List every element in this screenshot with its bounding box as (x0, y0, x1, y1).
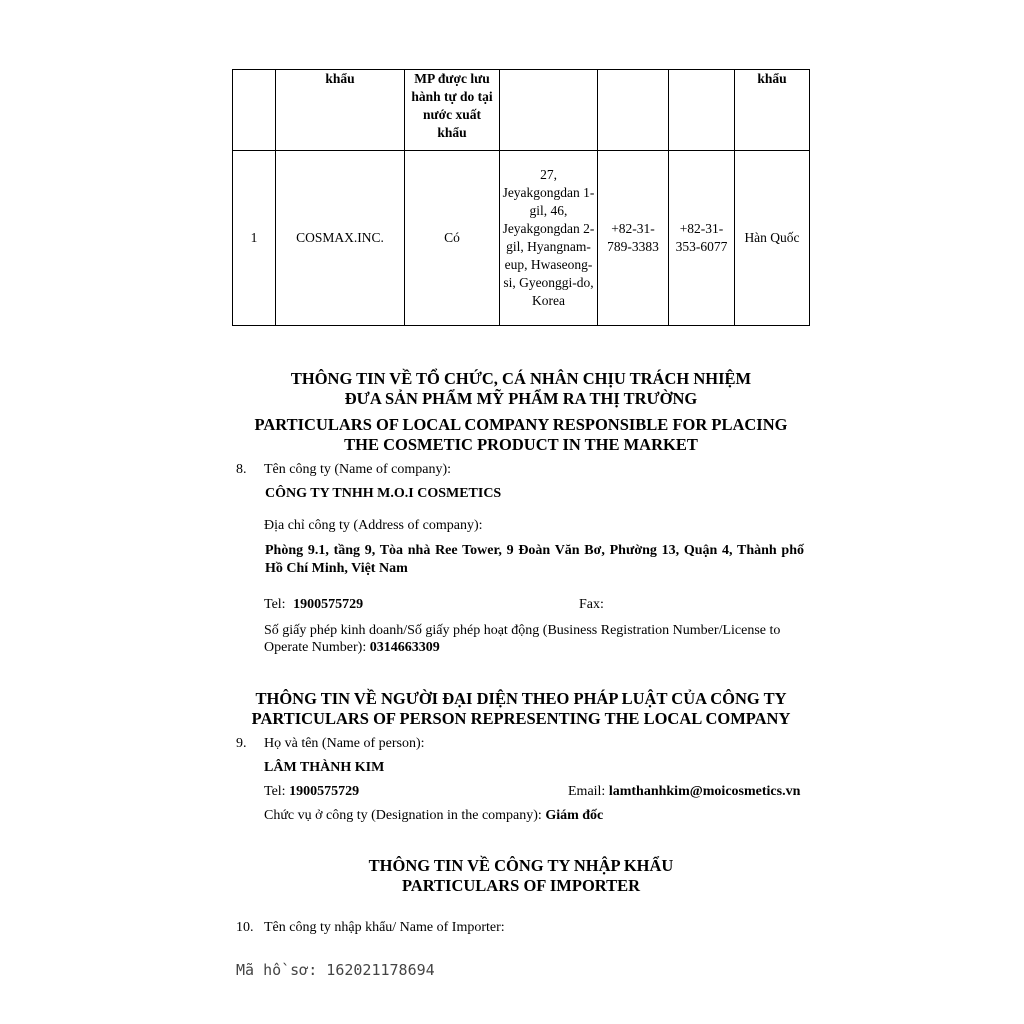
item-number-8: 8. (236, 462, 247, 477)
title-line: THÔNG TIN VỀ TỔ CHỨC, CÁ NHÂN CHỊU TRÁCH NHIỆM (290, 369, 752, 388)
tel-label: Tel: (264, 597, 286, 612)
email-label: Email: (568, 784, 606, 799)
cell-no: 1 (233, 151, 276, 326)
tel-value: 1900575729 (293, 597, 364, 612)
email-value: lamthanhkim@moicosmetics.vn (608, 784, 801, 799)
table-row (233, 151, 810, 326)
header-cell-free-sale: MP được lưu hành tự do tại nước xuất khẩu (405, 70, 500, 151)
local-tel (264, 597, 363, 613)
company-address-label: Địa chỉ công ty (Address of company): (264, 518, 483, 533)
section-rep-title (232, 689, 810, 729)
tel-label: Tel: (264, 784, 286, 799)
rep-tel (264, 784, 359, 800)
title-line: ĐƯA SẢN PHẨM MỸ PHẨM RA THỊ TRƯỜNG (344, 389, 698, 408)
section-local-title-en (232, 415, 810, 455)
title-line: THE COSMETIC PRODUCT IN THE MARKET (344, 435, 698, 454)
license-line (264, 622, 810, 656)
manufacturer-table (232, 69, 810, 326)
designation-line (264, 808, 603, 824)
item-number-10: 10. (236, 920, 254, 935)
designation-label: Chức vụ ở công ty (Designation in the company): (264, 808, 542, 823)
section-importer-title (232, 856, 810, 896)
cell-free-sale: Có (405, 151, 500, 326)
cell-manufacturer-name: COSMAX.INC. (276, 151, 405, 326)
item-number-9: 9. (236, 736, 247, 751)
cell-country: Hàn Quốc (735, 151, 810, 326)
title-line: THÔNG TIN VỀ CÔNG TY NHẬP KHẨU (368, 856, 674, 875)
license-value: 0314663309 (369, 640, 440, 655)
table-header-row (233, 70, 810, 151)
header-cell-fax (669, 70, 735, 151)
title-line: THÔNG TIN VỀ NGƯỜI ĐẠI DIỆN THEO PHÁP LUẬT CỦA CÔNG TY (255, 689, 787, 708)
cell-tel: +82-31-789-3383 (598, 151, 669, 326)
cell-fax: +82-31-353-6077 (669, 151, 735, 326)
company-name-value: CÔNG TY TNHH M.O.I COSMETICS (265, 486, 502, 501)
person-name-label: Họ và tên (Name of person): (264, 736, 425, 751)
section-local-title-vi (232, 369, 810, 409)
header-cell-address (500, 70, 598, 151)
company-address-value: Phòng 9.1, tầng 9, Tòa nhà Ree Tower, 9 Đoàn Văn Bơ, Phường 13, Quận 4, Thành phố Hồ Chí Minh, Việt Nam (265, 543, 804, 576)
header-cell-no (233, 70, 276, 151)
importer-name-label: Tên công ty nhập khẩu/ Name of Importer: (264, 920, 505, 935)
rep-email (568, 784, 800, 800)
license-label: Số giấy phép kinh doanh/Số giấy phép hoạt động (Business Registration Number/License to Operate Number): (264, 623, 781, 655)
header-cell-country: khẩu (735, 70, 810, 151)
person-name-value: LÂM THÀNH KIM (264, 760, 385, 775)
designation-value: Giám đốc (545, 808, 604, 823)
company-name-label: Tên công ty (Name of company): (264, 462, 451, 477)
fax-label: Fax: (579, 597, 604, 612)
header-cell-name: khẩu (276, 70, 405, 151)
title-line: PARTICULARS OF LOCAL COMPANY RESPONSIBLE FOR PLACING (254, 415, 788, 434)
header-cell-tel (598, 70, 669, 151)
title-line: PARTICULARS OF PERSON REPRESENTING THE LOCAL COMPANY (251, 709, 791, 728)
title-line: PARTICULARS OF IMPORTER (401, 876, 641, 895)
file-code: Mã hồ sơ: 162021178694 (236, 961, 435, 979)
cell-address: 27, Jeyakgongdan 1-gil, 46, Jeyakgongdan 2-gil, Hyangnam-eup, Hwaseong-si, Gyeonggi-do, Korea (500, 151, 598, 326)
tel-value: 1900575729 (289, 784, 360, 799)
